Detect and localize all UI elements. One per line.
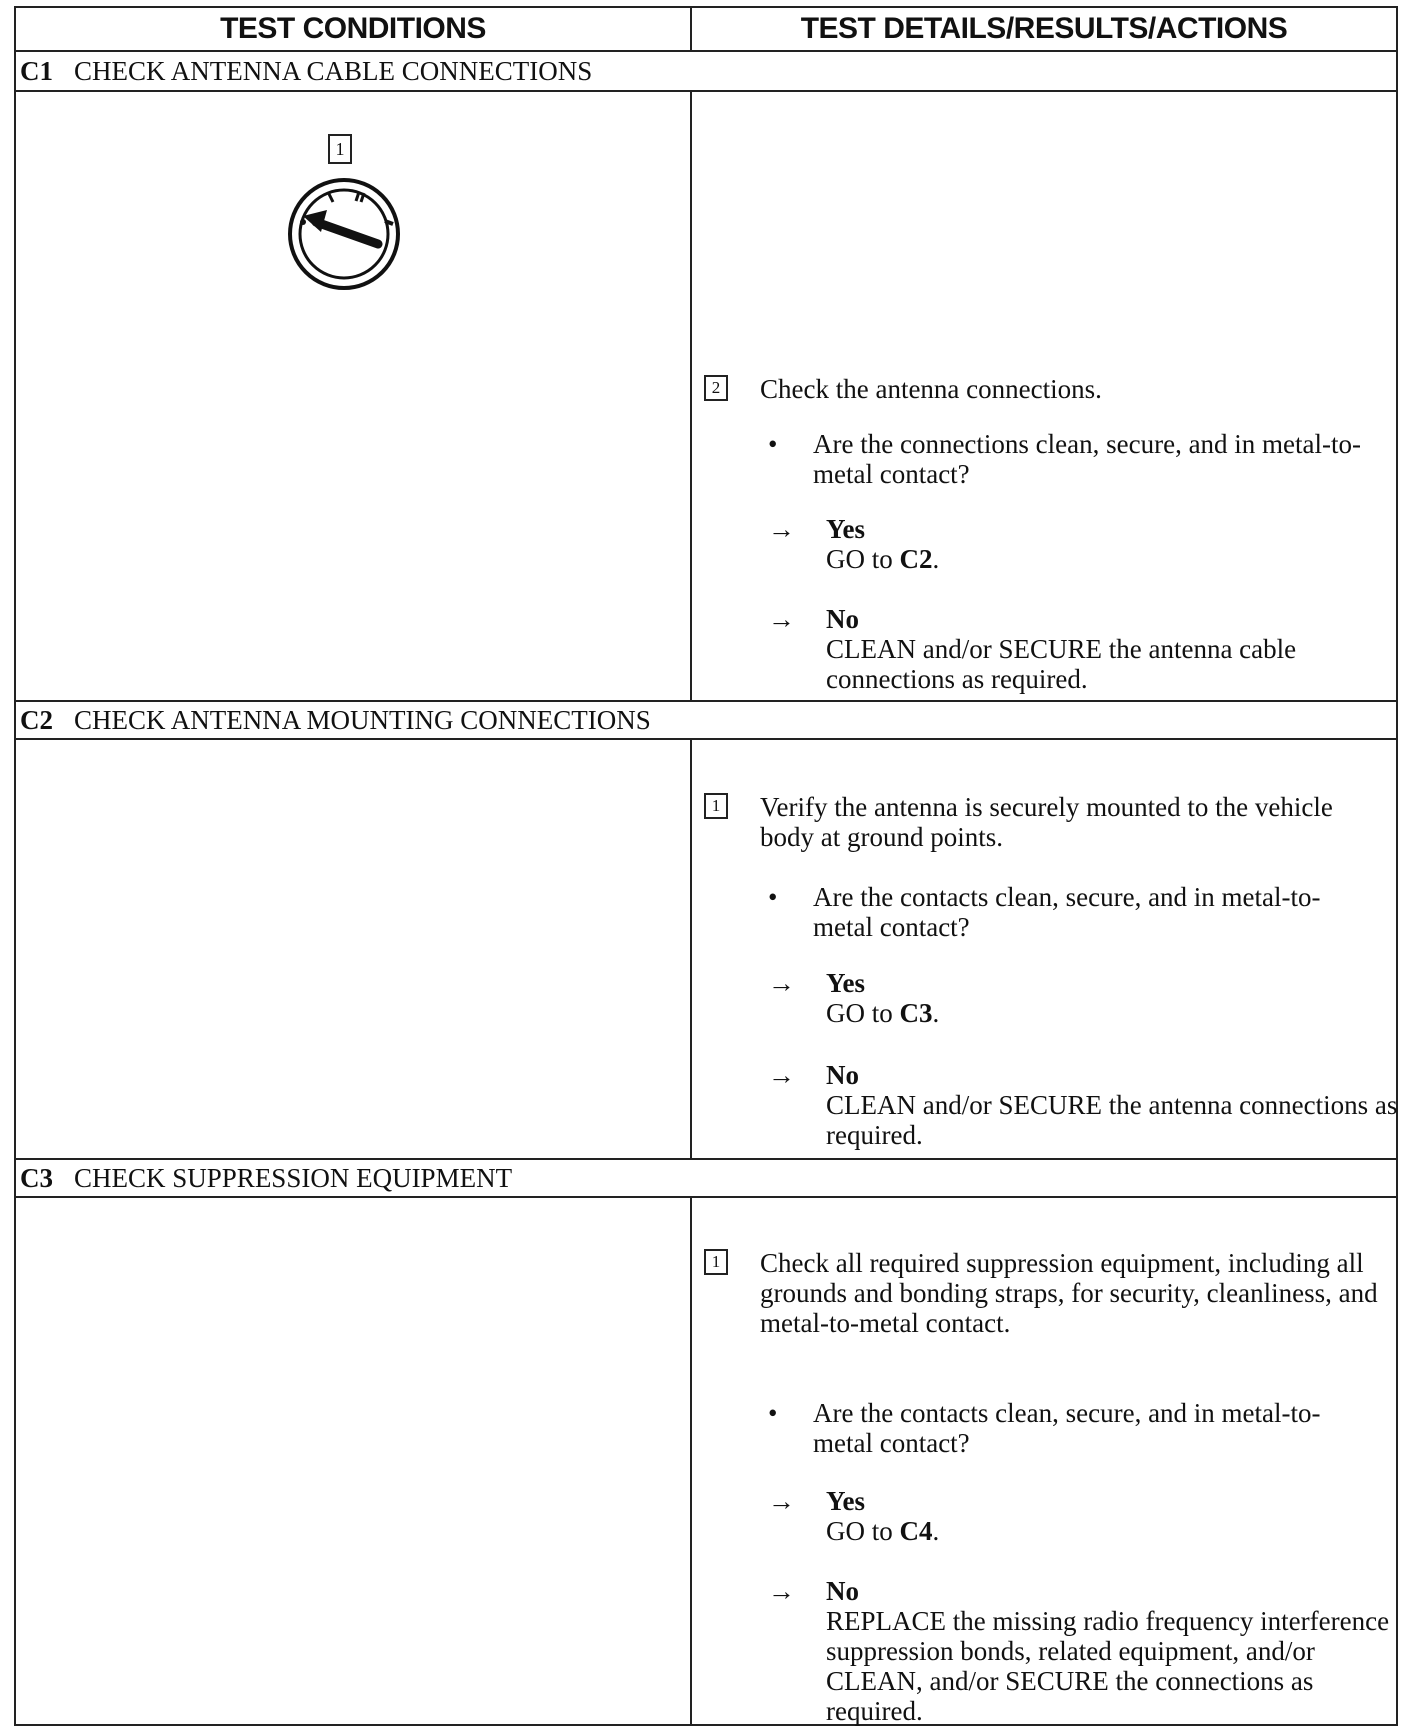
- section-title: CHECK SUPPRESSION EQUIPMENT: [74, 1162, 513, 1193]
- arrow-icon: →: [768, 1576, 795, 1606]
- answer-label: No: [826, 1060, 859, 1090]
- section-title: CHECK ANTENNA CABLE CONNECTIONS: [74, 55, 593, 86]
- goto-target: C4: [899, 1516, 933, 1546]
- bullet-icon: •: [768, 429, 778, 459]
- section-c1-details: [692, 92, 1396, 700]
- test-table: [14, 6, 1398, 1726]
- section-code: C3: [20, 1162, 53, 1193]
- question-text: Are the connections clean, secure, and in metal-to-metal contact?: [813, 429, 1362, 489]
- goto-target: C3: [899, 998, 933, 1028]
- arrow-icon: →: [768, 1486, 795, 1516]
- answer-text: REPLACE the missing radio frequency interference suppression bonds, related equipment, and/or CLEAN, and/or SECURE the connections as required.: [826, 1606, 1390, 1726]
- step-text: Verify the antenna is securely mounted to the vehicle body at ground points.: [760, 792, 1333, 852]
- section-c2-details: [692, 740, 1396, 1158]
- question-text: Are the contacts clean, secure, and in metal-to-metal contact?: [813, 882, 1321, 942]
- answer-label: No: [826, 1576, 859, 1606]
- step-text: Check all required suppression equipment, including all grounds and bonding straps, for security, cleanliness, and metal-to-metal contact.: [760, 1248, 1378, 1338]
- answer-label: Yes: [826, 1486, 865, 1516]
- bullet-icon: •: [768, 1398, 778, 1428]
- section-c1-header: [16, 52, 1396, 92]
- step-number: 1: [704, 793, 728, 819]
- answer-text: CLEAN and/or SECURE the antenna connections as required.: [826, 1090, 1398, 1150]
- answer-text: GO to C2.: [826, 544, 940, 574]
- section-c1-conditions: [16, 92, 692, 700]
- answer-text: CLEAN and/or SECURE the antenna cable connections as required.: [826, 634, 1297, 694]
- step-text: Check the antenna connections.: [760, 374, 1102, 404]
- section-c3-details: [692, 1198, 1396, 1724]
- bullet-icon: •: [768, 882, 778, 912]
- section-title: CHECK ANTENNA MOUNTING CONNECTIONS: [74, 704, 651, 735]
- answer-text: GO to C3.: [826, 998, 940, 1028]
- question-text: Are the contacts clean, secure, and in metal-to-metal contact?: [813, 1398, 1321, 1458]
- step-number: 2: [704, 375, 728, 401]
- arrow-icon: →: [768, 514, 795, 544]
- goto-target: C2: [899, 544, 933, 574]
- arrow-icon: →: [768, 968, 795, 998]
- arrow-icon: →: [768, 1060, 795, 1090]
- section-code: C2: [20, 704, 53, 735]
- header-test-conditions: TEST CONDITIONS: [16, 8, 692, 52]
- section-c2-header: [16, 700, 1396, 740]
- section-c3-conditions: [16, 1198, 692, 1724]
- step-number: 1: [704, 1249, 728, 1275]
- illustration-step-number: 1: [328, 134, 352, 164]
- answer-text: GO to C4.: [826, 1516, 940, 1546]
- section-c2-conditions: [16, 740, 692, 1158]
- header-test-details: TEST DETAILS/RESULTS/ACTIONS: [692, 8, 1396, 52]
- arrow-icon: →: [768, 604, 795, 634]
- answer-label: No: [826, 604, 859, 634]
- ignition-switch-icon: [281, 172, 411, 292]
- answer-label: Yes: [826, 968, 865, 998]
- section-c3-header: [16, 1158, 1396, 1198]
- answer-label: Yes: [826, 514, 865, 544]
- section-code: C1: [20, 55, 53, 86]
